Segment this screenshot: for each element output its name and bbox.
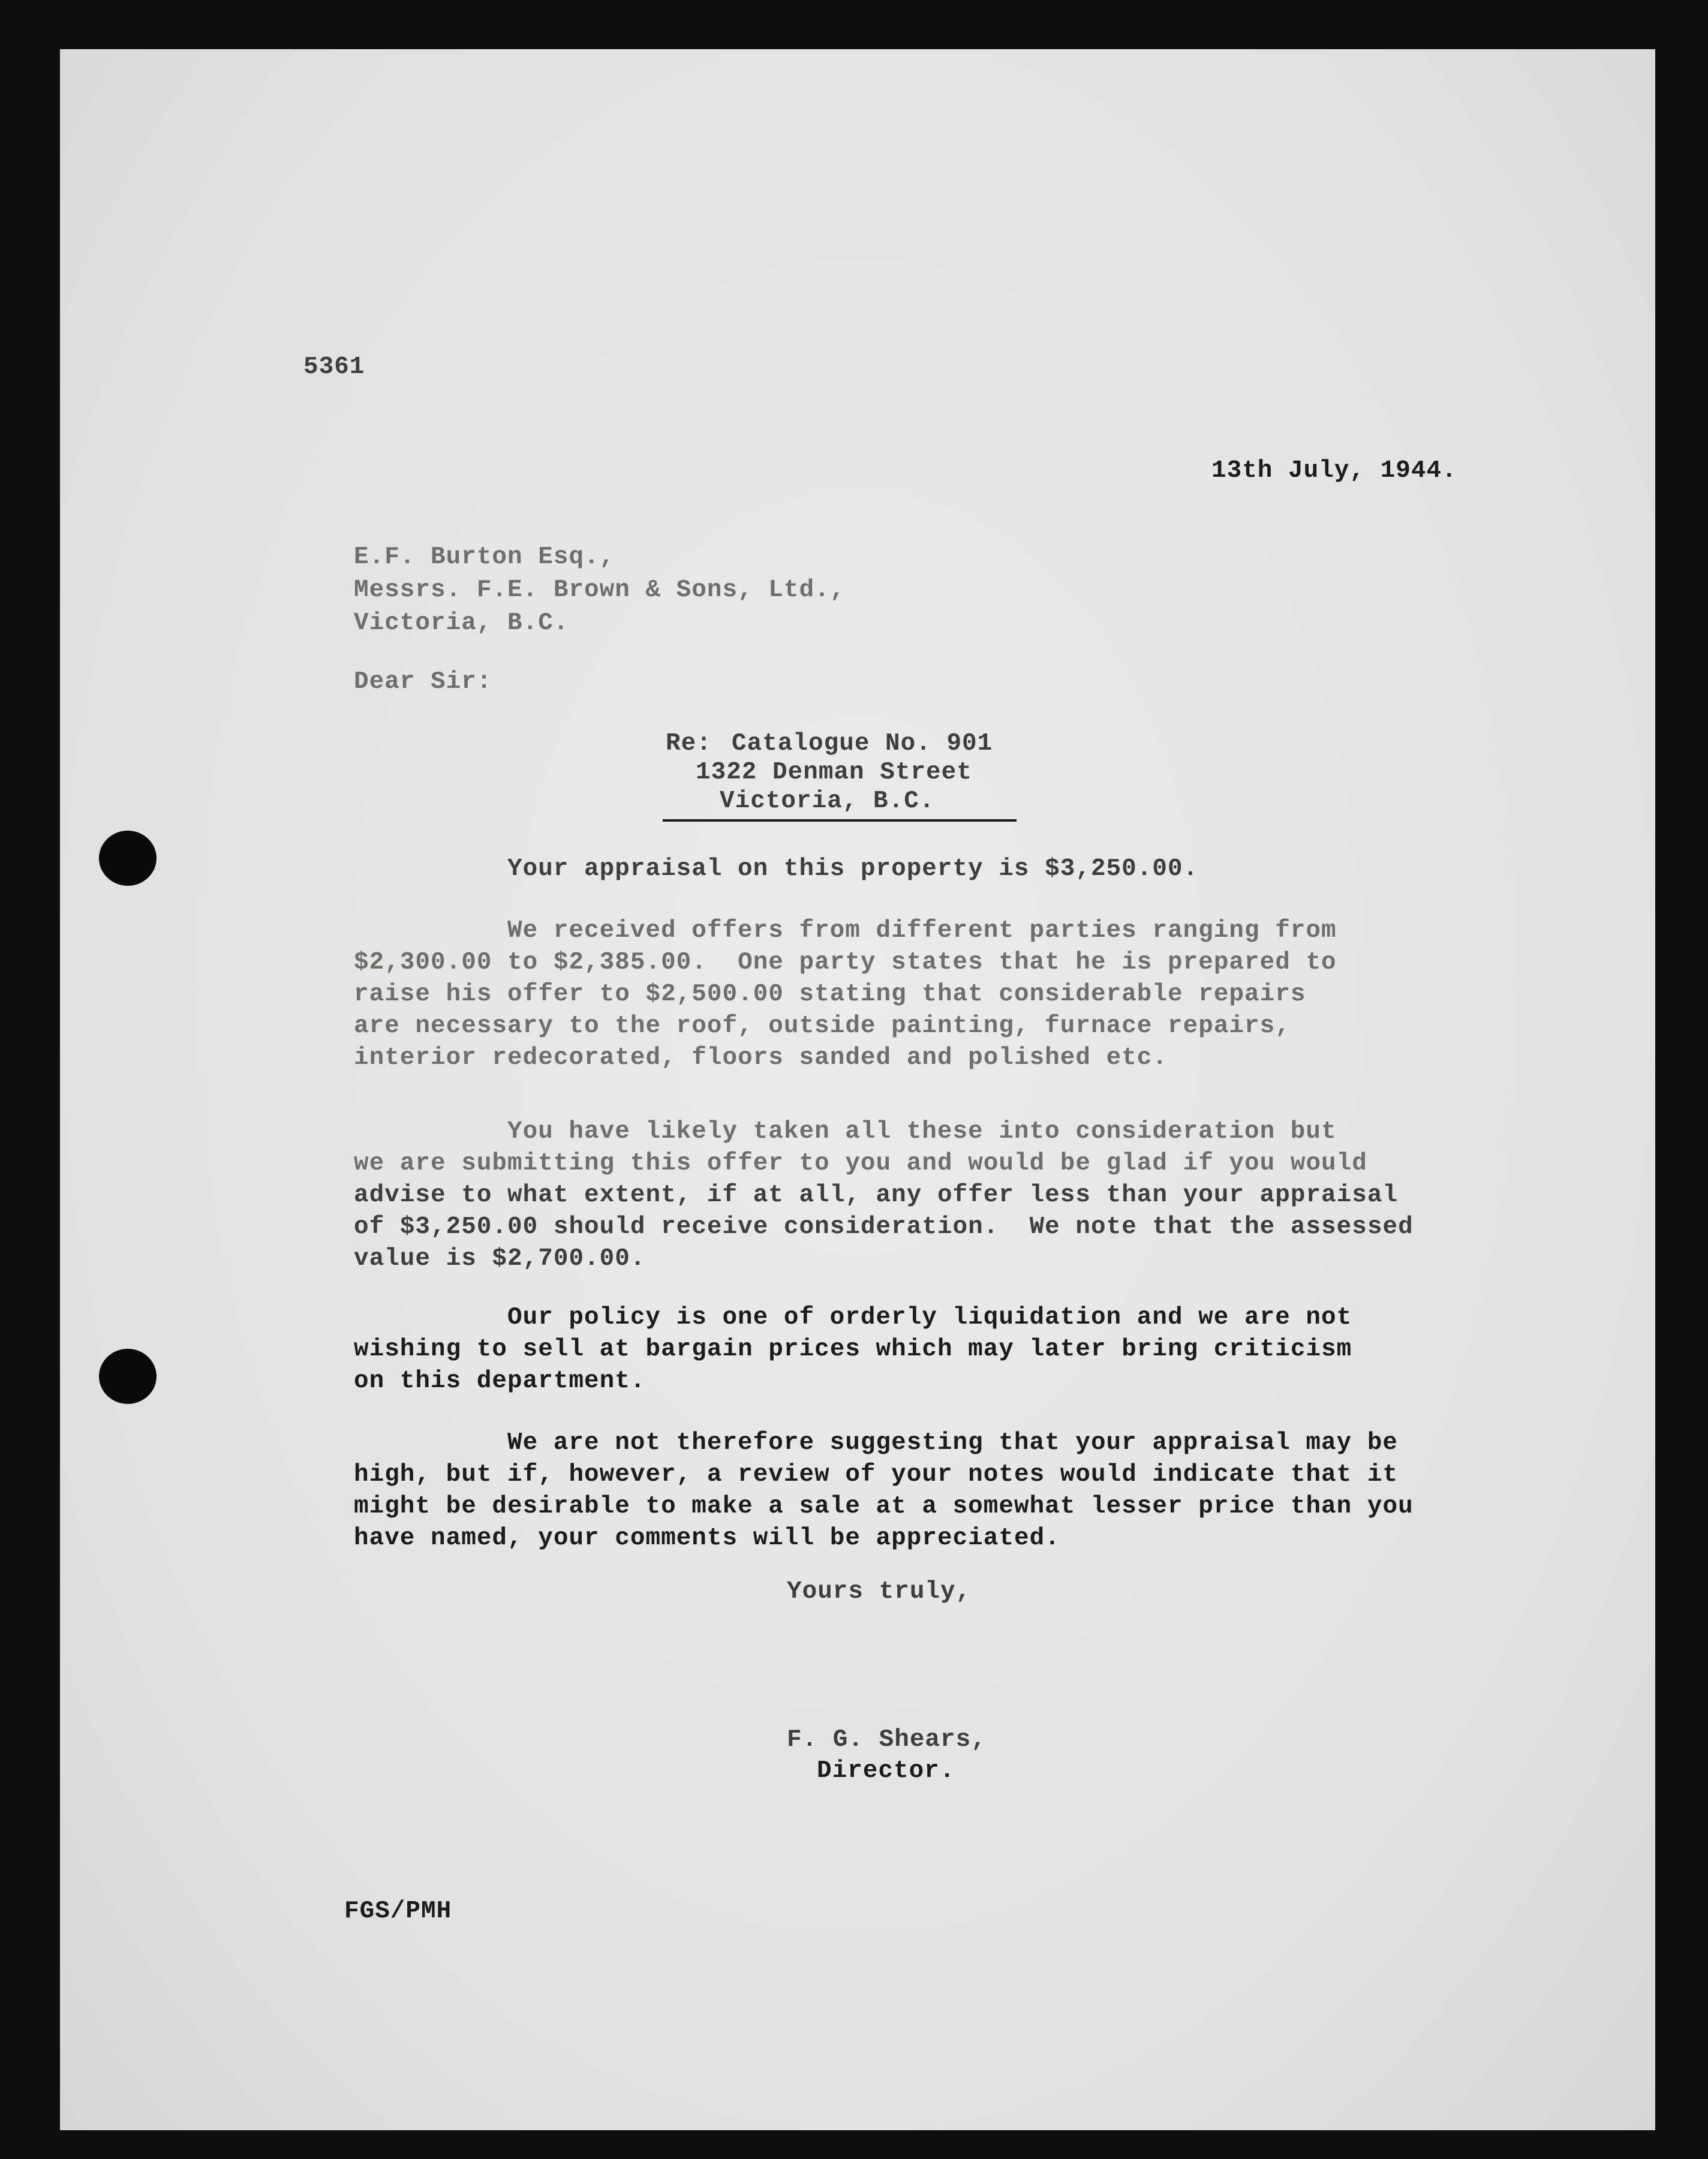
paragraph-line: We received offers from different parties ranging from — [507, 917, 1337, 945]
paragraph-line: wishing to sell at bargain prices which may later bring criticism — [354, 1336, 1352, 1363]
signatory-name: F. G. Shears, — [787, 1726, 987, 1754]
paragraph-line: of $3,250.00 should receive consideration. We note that the assessed — [354, 1213, 1414, 1241]
salutation: Dear Sir: — [354, 668, 492, 696]
paragraph-line: raise his offer to $2,500.00 stating that considerable repairs — [354, 981, 1306, 1008]
subject-street: 1322 Denman Street — [696, 759, 972, 786]
paragraph-line: Our policy is one of orderly liquidation and we are not — [507, 1304, 1352, 1331]
paragraph-line: interior redecorated, floors sanded and polished etc. — [354, 1044, 1168, 1072]
paragraph-line: have named, your comments will be appreciated. — [354, 1524, 1060, 1552]
recipient-line: Victoria, B.C. — [354, 609, 569, 637]
punch-hole-bottom — [99, 1349, 157, 1404]
recipient-line: Messrs. F.E. Brown & Sons, Ltd., — [354, 576, 846, 604]
paragraph-line: value is $2,700.00. — [354, 1245, 646, 1273]
paragraph-line: You have likely taken all these into consideration but — [507, 1118, 1337, 1145]
closing: Yours truly, — [787, 1578, 972, 1605]
punch-hole-top — [99, 831, 157, 886]
paragraph-line: We are not therefore suggesting that your appraisal may be — [507, 1429, 1399, 1457]
paragraph-line: high, but if, however, a review of your notes would indicate that it — [354, 1461, 1399, 1489]
subject-city: Victoria, B.C. — [720, 787, 935, 815]
paragraph-line: we are submitting this offer to you and would be glad if you would — [354, 1150, 1367, 1177]
subject-catalogue: Catalogue No. 901 — [732, 730, 993, 757]
recipient-line: E.F. Burton Esq., — [354, 543, 615, 571]
subject-underline — [663, 819, 1017, 822]
paragraph-line: might be desirable to make a sale at a somewhat lesser price than you — [354, 1493, 1414, 1520]
file-number: 5361 — [303, 353, 365, 381]
paragraph-line: on this department. — [354, 1367, 646, 1395]
signatory-title: Director. — [817, 1757, 955, 1785]
subject-re-label: Re: — [666, 730, 712, 757]
appraisal-statement: Your appraisal on this property is $3,250.00. — [507, 855, 1199, 883]
letter-page — [60, 49, 1655, 2130]
letter-date: 13th July, 1944. — [1211, 457, 1457, 485]
paragraph-line: advise to what extent, if at all, any offer less than your appraisal — [354, 1181, 1399, 1209]
paragraph-line: $2,300.00 to $2,385.00. One party states that he is prepared to — [354, 949, 1337, 976]
reference-initials: FGS/PMH — [344, 1898, 452, 1925]
paragraph-line: are necessary to the roof, outside painting, furnace repairs, — [354, 1012, 1291, 1040]
